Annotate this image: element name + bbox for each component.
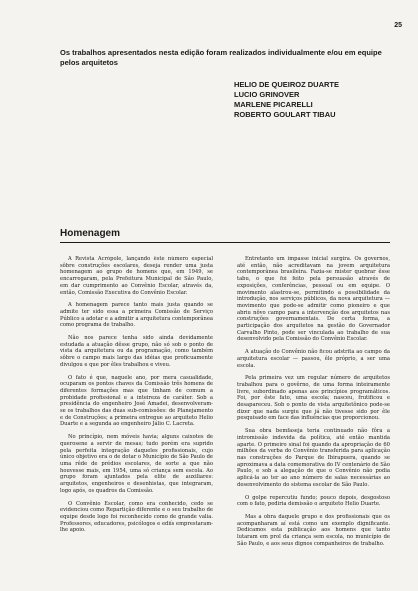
paragraph: Sua obra bemfaseja teria continuado não fôra a intromissão indevida da política, até então mantida aparte. O primeiro sinal foi quando da apropriação de 60 milhões da verba do Convênio transferida para aplicação nas construções do Parque de Ibirapuera, quando se aproximava a data comemorativa do IV centenário de São Paulo, e sob a alegação de que o Convênio não podia aplicá-la ao ter ao ano número de salas necessárias ao desenvolvimento do sistema escolar de São Paulo. (237, 428, 390, 488)
paragraph: No princípio, nem móveis havia; alguns caixotes de querosene a servir de mesas; tudo porém era suprido pela perfeita integração daqueles profissionais, cujo único objetivo era o de dotar o Município de São Paulo de uma rêde de prédios escolares, de sorte a que não houvesse mais, em 1954, uma só criança sem escola. Ao grupo foram ajuntados pela elite de auxiliares: arquitetos, engenheiros e desenhistas, que integraram, logo após, os quadros da Comissão. (60, 434, 213, 494)
section-divider (60, 242, 390, 243)
paragraph: O golpe repercutiu fundo; pouco depois, desgostoso com o fato, pediria demissão o arquiteto Helio Duarte. (237, 494, 390, 508)
author-name: HELIO DE QUEIROZ DUARTE (234, 80, 340, 89)
author-name: ROBERTO GOULART TIBAU (234, 110, 336, 119)
paragraph: O Convênio Escolar, como era conhecido, cedo se evidenciou como Repartição diferente e o seu trabalho de equipe desde logo foi reconhecido como de grande valia. Professores, educadores, psicólogos e ediís emprestaram-lhe apoio. (60, 500, 213, 534)
paragraph: A homenagem parece tanto mais justa quando se admite ter sido essa a primeira Comissão de Serviço Público a adotar e a admitir a arquitetura contemporânea como programa de trabalho. (60, 302, 213, 329)
paragraph: A atuação do Convênio não ficou adstrita ao campo da arquitetura escolar — passou, êle próprio, a ser uma escola. (237, 349, 390, 369)
text-column-right (237, 256, 390, 586)
page-number: 25 (394, 22, 402, 29)
author-name: LUCIO GRINOVER (234, 90, 300, 99)
paragraph: Entretanto um impasse inicial surgira. Os governos, até então, não acreditavam na jovem arquitetura contemporânea brasileira. Fazia-se mister quebrar êsse tabu, o que foi feito pela persuasão através de exposições, conferências, pessoal ou em equipe. O movimento alastrou-se, permitindo a possibilidade da introdução, nos serviços públicos, da nova arquitetura — movimento que pode-se admitir como pioneiro e que abriu nôvo campo para a intervenção dos arquitetos nas construções governamentais. De certa forma, a participação dos arquitetos na gestão do Governador Carvalho Pinto, pode ser vinculada ao trabalho de sua desenvolvido pela Comissão do Convênio Escolar. (237, 256, 390, 343)
paragraph: Mas a obra daquele grupo e dos profissionais que os acompanharam aí está como um exemplo dignificante. Dedicamos esta publicação aos homens que tanto lutaram em prol da criança sem escola, no município de São Paulo, e aos seus dignos companheiros de trabalho. (237, 513, 390, 547)
author-list (234, 80, 339, 120)
paragraph: Pela primeira vez um regular número de arquitetos trabalhou para o govêrno, de uma forma inteiramente livre, subordinado apenas aos princípios programáticos. Foi, por êste fato, uma escola; nasceu, frutificou e desapareceu. Sob o ponto de vista arquitetônico pode-se dizer que nada surgiu que já não tivesse sido por êle pesquisado em face das influências que proporcionou. (237, 375, 390, 422)
paragraph: O fato é que, naquele ano, por mera casualidade, ocuparam os pontos chaves da Comissão três homens de diferentes formações mas que tinham de comum a probidade profissional e a inteireza de caráter. Sob a presidência do engenheiro José Amadei, desenvolveram-se os trabalhos das duas sub-comissões: de Planejamento e de Construções; a primeira entregue ao arquiteto Helio Duarte e a segunda ao engenheiro Jálio C. Lacreta. (60, 374, 213, 428)
text-column-left (60, 256, 213, 586)
section-title: Homenagem (60, 228, 121, 239)
intro-statement: Os trabalhos apresentados nesta edição foram realizados individualmente e/ou em equipe pelos arquitetos (60, 48, 382, 67)
author-name: MARLENE PICARELLI (234, 100, 313, 109)
paragraph: Não nos parece tenha sido ainda devidamente estudada a atuação dêsse grupo, não só sob o ponto de vista da arquitetura ou da programação, como também sôbre o campo mais largo das idéias que proficuamente divulgou e que por êles trabalhou e viveu. (60, 335, 213, 368)
paragraph: A Revista Acrópole, lançando êste número especial sôbre construções escolares, deseja render uma justa homenagem ao grupo de homens que, em 1949, se encarregaram, pela Prefeitura Municipal de São Paulo, em dar cumprimento ao Convênio Escolar, através da, então, Comissão Executiva do Convênio Escolar. (60, 256, 213, 296)
